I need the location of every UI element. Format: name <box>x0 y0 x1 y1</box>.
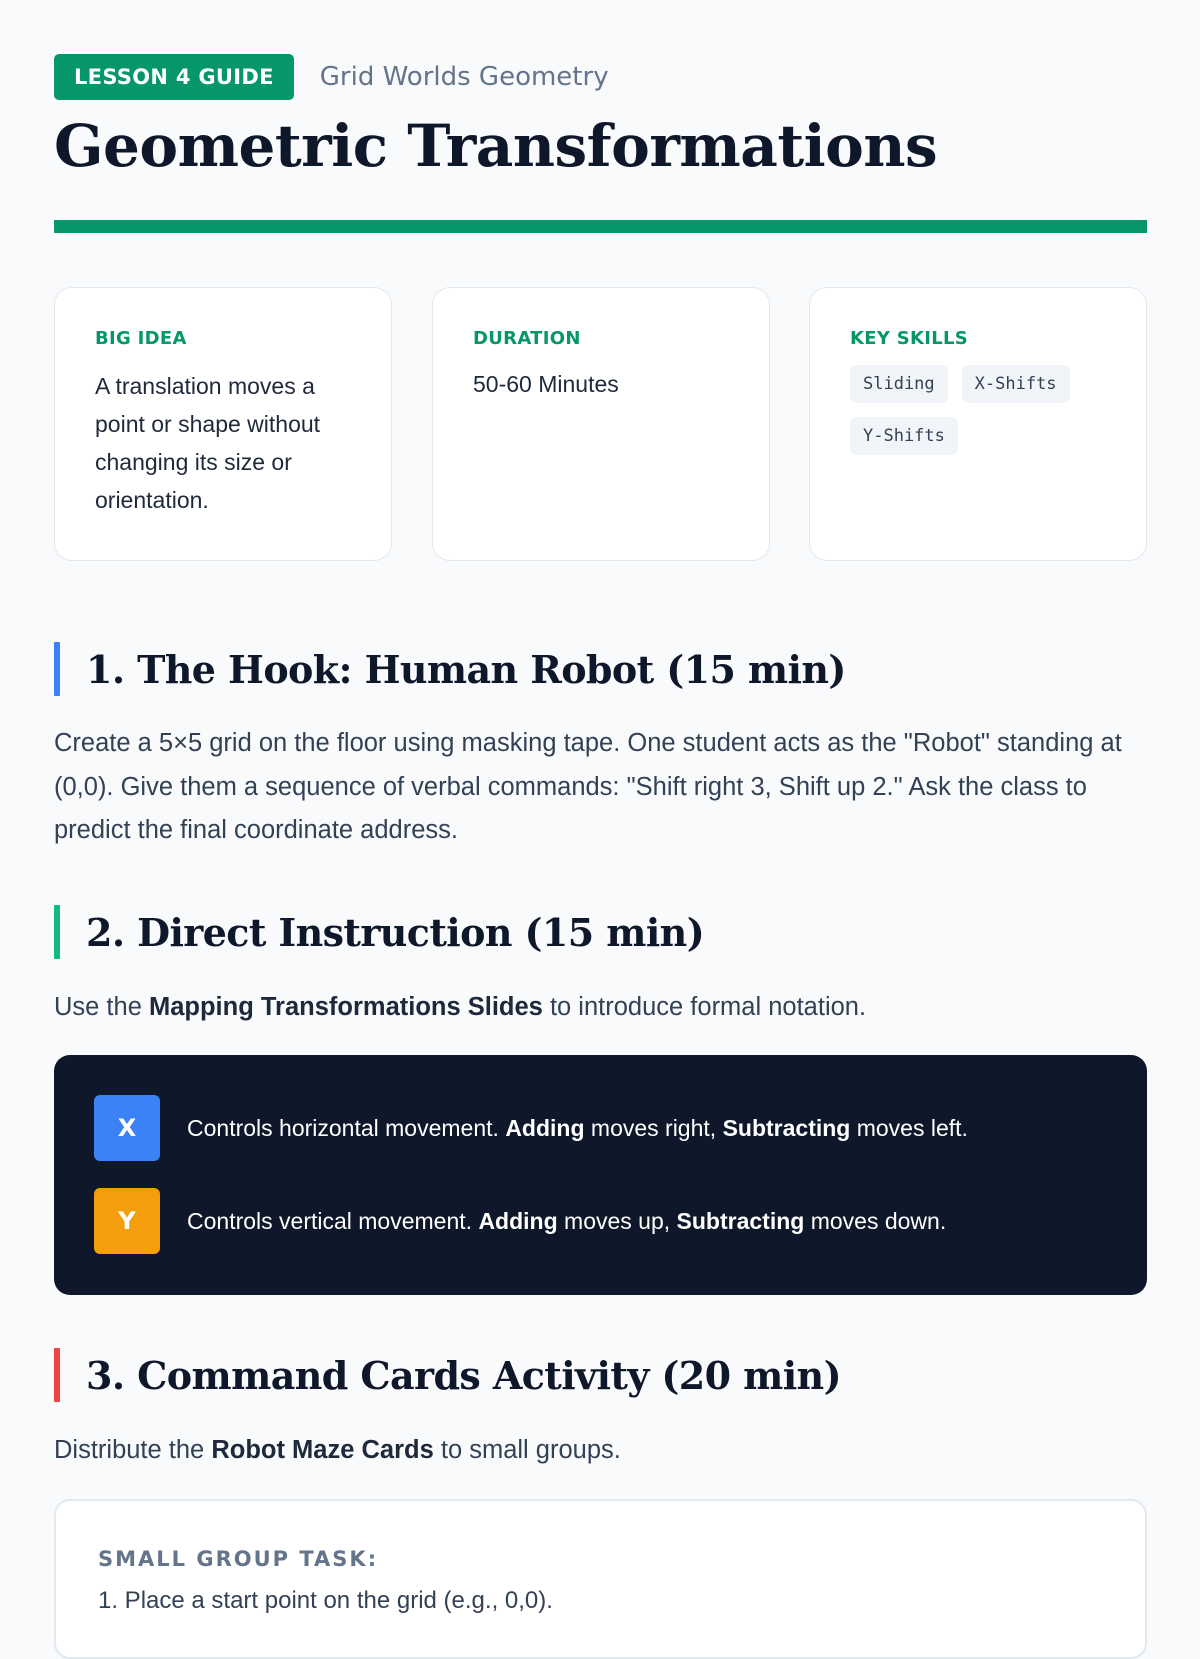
duration-card <box>432 287 770 561</box>
x-axis-row <box>94 1095 968 1161</box>
big-idea-card <box>54 287 392 561</box>
duration-text: 50-60 Minutes <box>473 371 619 397</box>
section-hook-body: Create a 5×5 grid on the floor using masking tape. One student acts as the "Robot" standing at (0,0). Give them a sequence of verbal commands: "Shift right 3, Shift up 2." Ask the class to predict the final coordinate address. <box>54 729 1122 844</box>
section-activity-heading <box>54 1348 841 1402</box>
title-divider <box>54 220 1147 233</box>
small-group-task-box <box>54 1499 1147 1659</box>
body-text: to introduce formal notation. <box>542 993 867 1021</box>
y-axis-row <box>94 1188 946 1254</box>
skill-tag: Sliding <box>850 365 948 403</box>
section-instruction-body <box>54 986 1147 1030</box>
task-label: SMALL GROUP TASK: <box>98 1547 379 1571</box>
cards-resource-name: Robot Maze Cards <box>211 1436 434 1464</box>
skill-tags <box>850 365 1106 455</box>
big-idea-label: BIG IDEA <box>95 328 187 349</box>
y-axis-chip: Y <box>94 1188 160 1254</box>
section-title: 3. Command Cards Activity (20 min) <box>86 1352 841 1398</box>
duration-label: DURATION <box>473 328 581 349</box>
body-text: Use the <box>54 993 149 1021</box>
summary-cards <box>54 287 1147 562</box>
x-axis-description: Controls horizontal movement. Adding moves right, Subtracting moves left. <box>187 1114 968 1141</box>
big-idea-text: A translation moves a point or shape without changing its size or orientation. <box>95 373 321 513</box>
y-axis-description: Controls vertical movement. Adding moves up, Subtracting moves down. <box>187 1207 947 1234</box>
header-row <box>54 54 609 100</box>
axis-notation-panel <box>54 1055 1147 1295</box>
key-skills-label: KEY SKILLS <box>850 328 969 349</box>
task-item: 1. Place a start point on the grid (e.g., 0,0). <box>98 1587 553 1614</box>
slides-resource-name: Mapping Transformations Slides <box>148 993 543 1021</box>
page-title: Geometric Transformations <box>54 112 938 180</box>
body-text: Distribute the <box>54 1436 212 1464</box>
section-hook-heading <box>54 642 846 696</box>
lesson-badge: LESSON 4 GUIDE <box>54 54 294 100</box>
section-accent-bar <box>54 642 60 696</box>
section-accent-bar <box>54 1348 60 1402</box>
x-axis-chip: X <box>94 1095 160 1161</box>
task-list <box>98 1587 1103 1615</box>
section-title: 1. The Hook: Human Robot (15 min) <box>86 646 846 692</box>
course-name: Grid Worlds Geometry <box>319 62 609 92</box>
key-skills-card <box>809 287 1147 561</box>
body-text: to small groups. <box>433 1436 621 1464</box>
section-activity-body <box>54 1429 1147 1473</box>
section-instruction-heading <box>54 905 704 959</box>
skill-tag: Y-Shifts <box>850 417 958 455</box>
section-title: 2. Direct Instruction (15 min) <box>86 909 705 955</box>
section-accent-bar <box>54 905 60 959</box>
skill-tag: X-Shifts <box>962 365 1070 403</box>
